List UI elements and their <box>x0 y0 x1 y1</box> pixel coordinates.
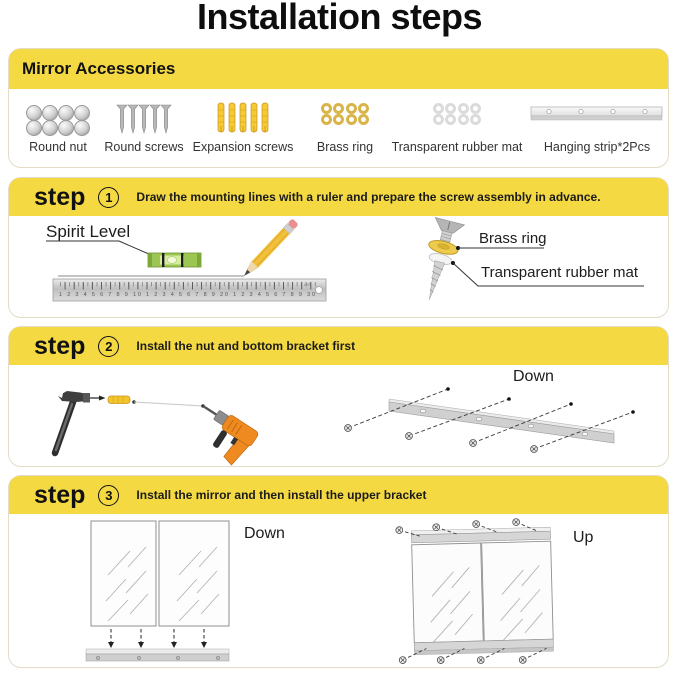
accessories-panel <box>8 48 669 168</box>
step-label: step <box>34 331 86 360</box>
step-2-drawing <box>10 365 668 466</box>
lower-bracket-illustration <box>86 649 229 661</box>
accessory-label: Hanging strip*2Pcs <box>543 140 651 154</box>
ruler-numbers: 1 2 3 4 5 6 7 8 9 10 1 2 3 4 5 6 7 8 9 20 1 2 3 4 5 6 7 8 9 30 <box>59 292 316 298</box>
down-label: Down <box>513 368 554 385</box>
expansion-anchor-illustration <box>108 396 130 404</box>
expansion-screws-icon <box>187 93 299 135</box>
accessory-rubber-mat <box>391 93 523 154</box>
accessory-label: Expansion screws <box>192 140 294 154</box>
step-description: Draw the mounting lines with a ruler and prepare the screw assembly in advance. <box>136 190 601 204</box>
step-3-drawing <box>10 514 668 666</box>
step-number-badge: 3 <box>98 485 119 506</box>
accessory-label: Round screws <box>104 140 184 154</box>
hammer-illustration <box>55 391 90 453</box>
rubber-mat-icon <box>391 93 523 135</box>
step-1-illustration <box>10 216 667 316</box>
step-3-panel <box>8 475 669 668</box>
page-title: Installation steps <box>196 0 483 37</box>
accessories-title: Mirror Accessories <box>22 59 176 78</box>
brass-ring-label: Brass ring <box>479 230 547 247</box>
step-3-header <box>9 476 668 514</box>
step-label: step <box>34 182 86 211</box>
accessories-header <box>9 49 668 89</box>
step-2-header <box>9 327 668 365</box>
step-number-badge: 2 <box>98 336 119 357</box>
hanging-strip-icon <box>527 93 667 135</box>
round-screws-icon <box>103 93 185 135</box>
accessory-round-screws <box>103 93 185 154</box>
bottom-bracket-illustration <box>389 399 614 443</box>
ruler-brand: deli <box>304 282 312 287</box>
step-label: step <box>34 480 86 509</box>
mirror-panels-illustration <box>91 521 229 626</box>
accessory-round-nut <box>15 93 101 154</box>
accessory-expansion-screws <box>187 93 299 154</box>
step-1-panel <box>8 177 669 318</box>
step-2-illustration <box>10 365 667 465</box>
assembled-mirror-illustration <box>396 518 554 666</box>
step-number-badge: 1 <box>98 187 119 208</box>
step-description: Install the mirror and then install the upper bracket <box>136 488 427 502</box>
step-3-illustration <box>10 514 667 666</box>
ruler-illustration <box>53 279 326 301</box>
spirit-level-illustration <box>148 253 201 267</box>
screw-assembly-illustration <box>416 218 465 304</box>
pencil-illustration <box>241 218 299 279</box>
brass-ring-icon <box>301 93 389 135</box>
accessory-label: Transparent rubber mat <box>391 140 523 154</box>
rubber-mat-label: Transparent rubber mat <box>481 264 639 281</box>
step-2-panel <box>8 326 669 467</box>
accessory-label: Round nut <box>29 140 87 154</box>
alignment-line <box>132 400 205 408</box>
round-nut-icon <box>15 93 101 135</box>
drill-illustration <box>184 399 259 466</box>
spirit-level-leader <box>46 241 153 257</box>
accessory-hanging-strip <box>527 93 667 154</box>
up-label: Up <box>573 529 594 546</box>
down-label: Down <box>244 525 285 542</box>
accessory-brass-ring <box>301 93 389 154</box>
step-description: Install the nut and bottom bracket first <box>136 339 356 353</box>
down-arrows <box>108 629 207 648</box>
step-1-header <box>9 178 668 216</box>
spirit-level-label: Spirit Level <box>46 222 131 241</box>
insert-arrow-icon <box>90 396 106 401</box>
accessory-label: Brass ring <box>316 140 374 154</box>
